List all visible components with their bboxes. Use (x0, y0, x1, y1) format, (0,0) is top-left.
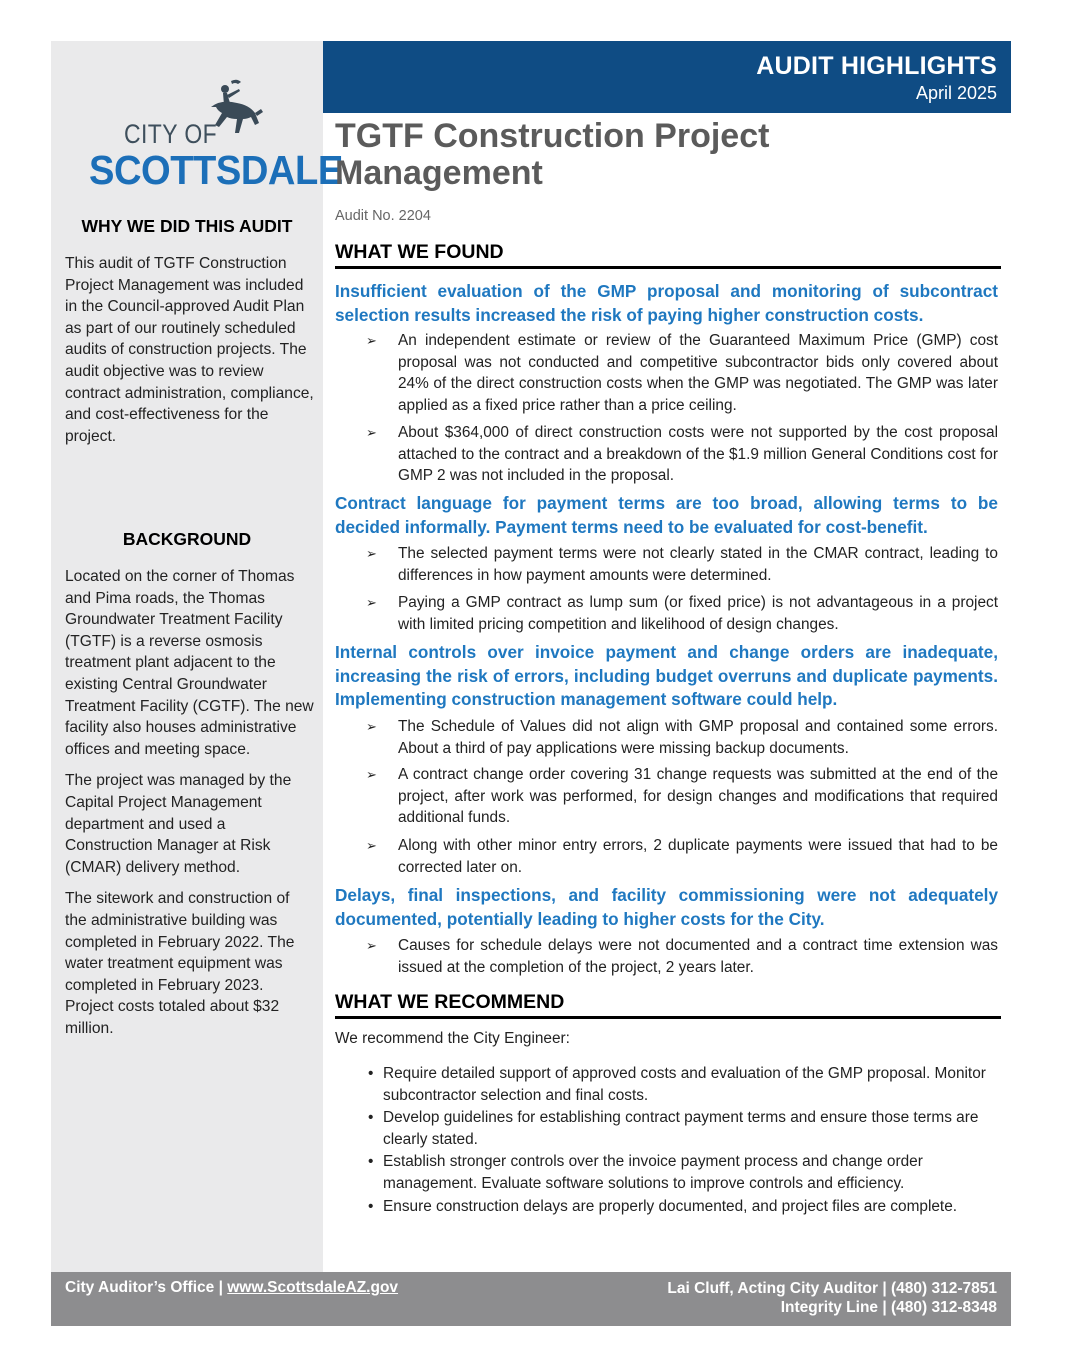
bullet-text: The Schedule of Values did not align with GMP proposal and contained some errors. About a third of pay applications were missing backup documents. (398, 718, 998, 757)
audit-highlights-banner (323, 41, 1011, 113)
what-we-found-heading: WHAT WE FOUND (335, 241, 1001, 269)
recommend-item (368, 1107, 998, 1150)
page-title (335, 118, 998, 192)
recommend-text: Require detailed support of approved costs and evaluation of the GMP proposal. Monitor subcontractor selection and final costs. (383, 1065, 986, 1104)
bullet-text: A contract change order covering 31 change requests was submitted at the end of the project, after work was performed, for design changes and modifications that required additional funds. (398, 766, 998, 827)
recommend-text: Ensure construction delays are properly documented, and project files are complete. (383, 1197, 958, 1215)
footer-office (65, 1279, 398, 1297)
footer-integrity-line: Integrity Line | (480) 312-8348 (780, 1299, 997, 1316)
finding-heading: Delays, final inspections, and facility commissioning were not adequately documented, potentially leading to higher costs for the City. (335, 885, 998, 929)
arrow-bullet-icon: ➢ (366, 838, 377, 853)
bullet-dot-icon: • (368, 1197, 374, 1215)
bullet-text: Along with other minor entry errors, 2 duplicate payments were issued that had to be corrected later on. (398, 837, 998, 876)
footer (51, 1272, 1011, 1326)
arrow-bullet-icon: ➢ (366, 595, 377, 610)
finding-bullet (366, 716, 998, 759)
logo-city-of-text: CITY OF (124, 119, 218, 149)
banner-title: AUDIT HIGHLIGHTS (756, 52, 997, 80)
background-paragraph: The sitework and construction of the administrative building was completed in February 2022. The water treatment equipment was completed in February 2023. Project costs totaled about $32 million. (65, 890, 295, 1037)
why-text: This audit of TGTF Construction Project Management was included in the Council-approved Audit Plan as part of our routinely scheduled audits of construction projects. The audit objective was to review contract administration, compliance, and cost-effectiveness for the project. (65, 255, 314, 445)
footer-office-label: City Auditor’s Office | (65, 1279, 228, 1296)
bullet-text: Causes for schedule delays were not documented and a contract time extension was issued at the completion of the project, 2 years later. (398, 937, 998, 976)
arrow-bullet-icon: ➢ (366, 546, 377, 561)
banner-date: April 2025 (915, 83, 997, 103)
recommend-item (368, 1063, 998, 1106)
finding-bullet (366, 935, 998, 978)
recommend-list (368, 1063, 998, 1218)
page-title-line: Management (335, 154, 543, 192)
recommend-text: Develop guidelines for establishing contract payment terms and ensure those terms are clearly stated. (383, 1109, 979, 1148)
finding-bullet (366, 543, 998, 586)
recommend-intro: We recommend the City Engineer: (335, 1030, 570, 1047)
finding-bullet (366, 330, 998, 416)
background-text (65, 566, 315, 1049)
bullet-text: An independent estimate or review of the Guaranteed Maximum Price (GMP) cost proposal was not conducted and competitive subcontractor bids only covered about 24% of the direct construction costs when the GMP was negotiated. The GMP was later applied as a fixed price rather than a price ceiling. (398, 332, 998, 414)
audit-number: Audit No. 2204 (335, 208, 431, 224)
arrow-bullet-icon: ➢ (366, 938, 377, 953)
footer-contacts (667, 1279, 997, 1317)
finding-bullet (366, 764, 998, 829)
arrow-bullet-icon: ➢ (366, 333, 377, 348)
finding-heading: Insufficient evaluation of the GMP proposal and monitoring of subcontract selection results increased the risk of paying higher construction costs. (335, 281, 998, 325)
finding-heading: Contract language for payment terms are too broad, allowing terms to be decided informally. Payment terms need to be evaluated for cost-benefit. (335, 493, 998, 537)
logo-scottsdale-text: SCOTTSDALE (89, 147, 343, 193)
what-we-recommend-heading: WHAT WE RECOMMEND (335, 991, 1001, 1019)
website-link[interactable]: www.ScottsdaleAZ.gov (227, 1279, 399, 1296)
recommend-item (368, 1196, 998, 1218)
background-paragraph: Located on the corner of Thomas and Pima roads, the Thomas Groundwater Treatment Facility (TGTF) is a reverse osmosis treatment plant adjacent to the existing Central Groundwater Treatment Facility (CGTF). The new facility also houses administrative offices and meeting space. (65, 568, 314, 758)
arrow-bullet-icon: ➢ (366, 719, 377, 734)
city-logo (89, 77, 343, 193)
bullet-dot-icon: • (368, 1153, 374, 1171)
background-heading: BACKGROUND (122, 529, 252, 549)
background-paragraph: The project was managed by the Capital Project Management department and used a Construction Manager at Risk (CMAR) delivery method. (65, 772, 292, 876)
finding-bullet (366, 835, 998, 878)
finding-bullet (366, 592, 998, 635)
footer-auditor-line: Lai Cluff, Acting City Auditor | (480) 312-7851 (667, 1280, 997, 1297)
bullet-dot-icon: • (368, 1065, 374, 1082)
finding-heading: Internal controls over invoice payment and change orders are inadequate, increasing the risk of errors, including budget overruns and duplicate payments. Implementing construction management software could help. (335, 642, 998, 709)
recommend-item (368, 1151, 998, 1194)
recommend-text: Establish stronger controls over the invoice payment process and change order management. Evaluate software solutions to improve controls and efficiency. (383, 1153, 923, 1192)
bullet-dot-icon: • (368, 1109, 374, 1127)
why-heading: WHY WE DID THIS AUDIT (81, 216, 293, 236)
bullet-text: About $364,000 of direct construction costs were not supported by the cost proposal attached to the contract and a breakdown of the $1.9 million General Conditions cost for GMP 2 was not included in the proposal. (398, 424, 998, 485)
page-title-line: TGTF Construction Project (335, 117, 770, 155)
sidebar (51, 41, 343, 1272)
arrow-bullet-icon: ➢ (366, 425, 377, 440)
finding-bullet (366, 422, 998, 487)
bullet-text: The selected payment terms were not clearly stated in the CMAR contract, leading to differences in how payment amounts were determined. (398, 545, 998, 584)
bullet-text: Paying a GMP contract as lump sum (or fixed price) is not advantageous in a project with limited pricing competition and likelihood of design changes. (398, 594, 998, 633)
arrow-bullet-icon: ➢ (366, 767, 377, 782)
